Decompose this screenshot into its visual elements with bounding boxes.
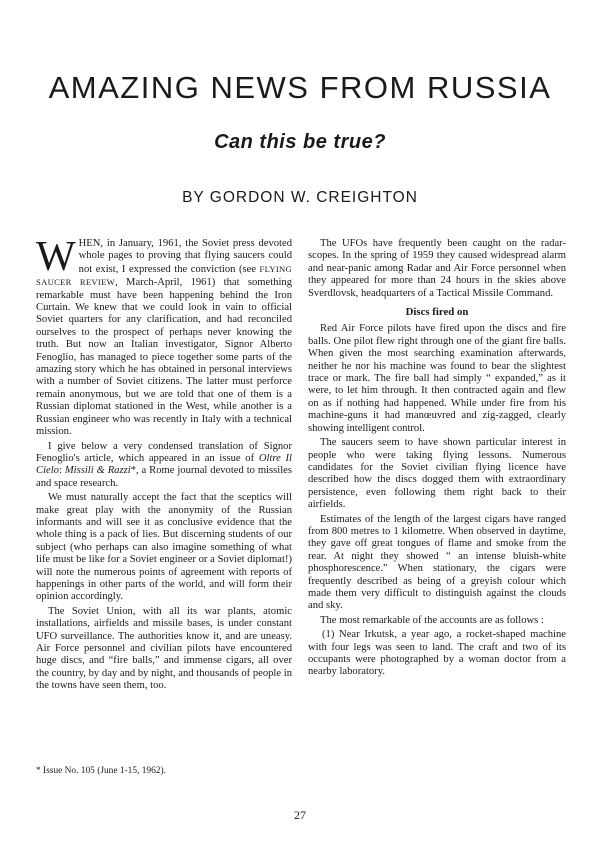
paragraph-10: (1) Near Irkutsk, a year ago, a rocket-shaped machine with four legs was seen to land. The craft and two of its occupants were photographed by a woman doctor from a nearby laboratory. [308,629,566,678]
paragraph-9: The most remarkable of the accounts are as follows : [320,614,544,626]
paragraph-7: The saucers seem to have shown particular interest in people who were taking flying lessons. Numerous candidates for the Soviet civilian flying licence have described how the discs dogged them with extraordinary persistence, even following them right back to their airfields. [308,437,566,511]
paragraph-6: Red Air Force pilots have fired upon the discs and fire balls. One pilot flew right through one of the giant fire balls. When given the most searching examination afterwards, neither he nor his machine was found to bear the slightest trace or mark. The fire ball had simply “ expanded,” as it were, to let him through. It then contracted again and flew on as if nothing had happened. While under fire from his machine-guns it had manœuvred and zig-zagged, clearly showing intelligent control. [308,323,566,434]
paragraph-1-text-a: HEN, in January, 1961, the Soviet press devoted whole pages to proving that flying saucers could not exist, I expressed the conviction (see [78,238,292,275]
paragraph-3: We must naturally accept the fact that the sceptics will make great play with the anonymity of the Russian informants and will see it as conclusive evidence that the whole thing is a pack of lies. But discerning students of our subject (who perhaps can also imagine something of what life must be like for a Soviet engineer or a Soviet diplomat!) will note the numerous points of agreement with reports of happenings in other parts of the world, and will form their opinion accordingly. [36,492,292,603]
drop-cap: W [36,234,76,280]
paragraph-2-text-b: *, a Rome journal devoted to missiles and space research. [36,465,292,489]
publication-name: FLYING SAUCER REVIEW [36,263,292,288]
section-subhead: Discs fired on [405,306,469,319]
article-byline: BY GORDON W. CREIGHTON [182,189,418,206]
journal-separator: : [58,465,65,477]
footnote: * Issue No. 105 (June 1-15, 1962). [36,766,166,776]
paragraph-8: Estimates of the length of the largest cigars have ranged from 800 metres to 1 kilometre. When observed in daytime, they gave off great tongues of flame and smoke from the rear. At night they showed “ an intense bluish-white phosphorescence.” When stationary, the cigars were frequently described as being of a greyish colour which made them very difficult to distinguish against the clouds and sky. [308,513,566,612]
paragraph-1-text-b: , March-April, 1961) that something remarkable must have been happening behind the Iron Curtain. We knew that we could look in vain to official Soviet quarters for any clarification, and had reconciled ourselves to the prospect of perhaps never knowing the truth. But now an Italian investigator, Signor Alberto Fenoglio, has managed to piece together some parts of the amazing story which he has obtained in personal interviews with a number of Soviet citizens. The latter must perforce remain anonymous, but we are told that one of them is a Russian diplomat stationed in the West, while another is a Russian engineer who was recently in Italy with a technical mission. [36,277,292,438]
paragraph-2 [36,441,292,491]
page-number: 27 [294,808,306,822]
paragraph-1 [36,234,292,439]
left-column [36,234,292,695]
journal-subtitle: Missili & Razzi [64,465,131,477]
paragraph-5: The UFOs have frequently been caught on the radar-scopes. In the spring of 1959 they caused widespread alarm and near-panic among Radar and Air Force personnel when they appeared for more than 24 hours in the skies above Sverdlovsk, headquarters of a Tactical Missile Command. [308,238,566,299]
paragraph-4: The Soviet Union, with all its war plants, atomic installations, airfields and missile bases, is under constant UFO surveillance. The authorities know it, and are uneasy. Air Force personnel and civilian pilots have encountered huge discs, and “fire balls,” and immense cigars, all over the country, by day and by night, and thousands of people in the towns have seen them, too. [36,605,292,692]
article-title: AMAZING NEWS FROM RUSSIA [48,70,552,105]
right-column [308,238,566,681]
article-subtitle: Can this be true? [214,131,386,153]
paragraph-2-text-a: I give below a very condensed translation of Signor Fenoglio's article, which appeared in an issue of [36,440,292,464]
journal-name: Oltre Il Cielo [36,452,292,477]
